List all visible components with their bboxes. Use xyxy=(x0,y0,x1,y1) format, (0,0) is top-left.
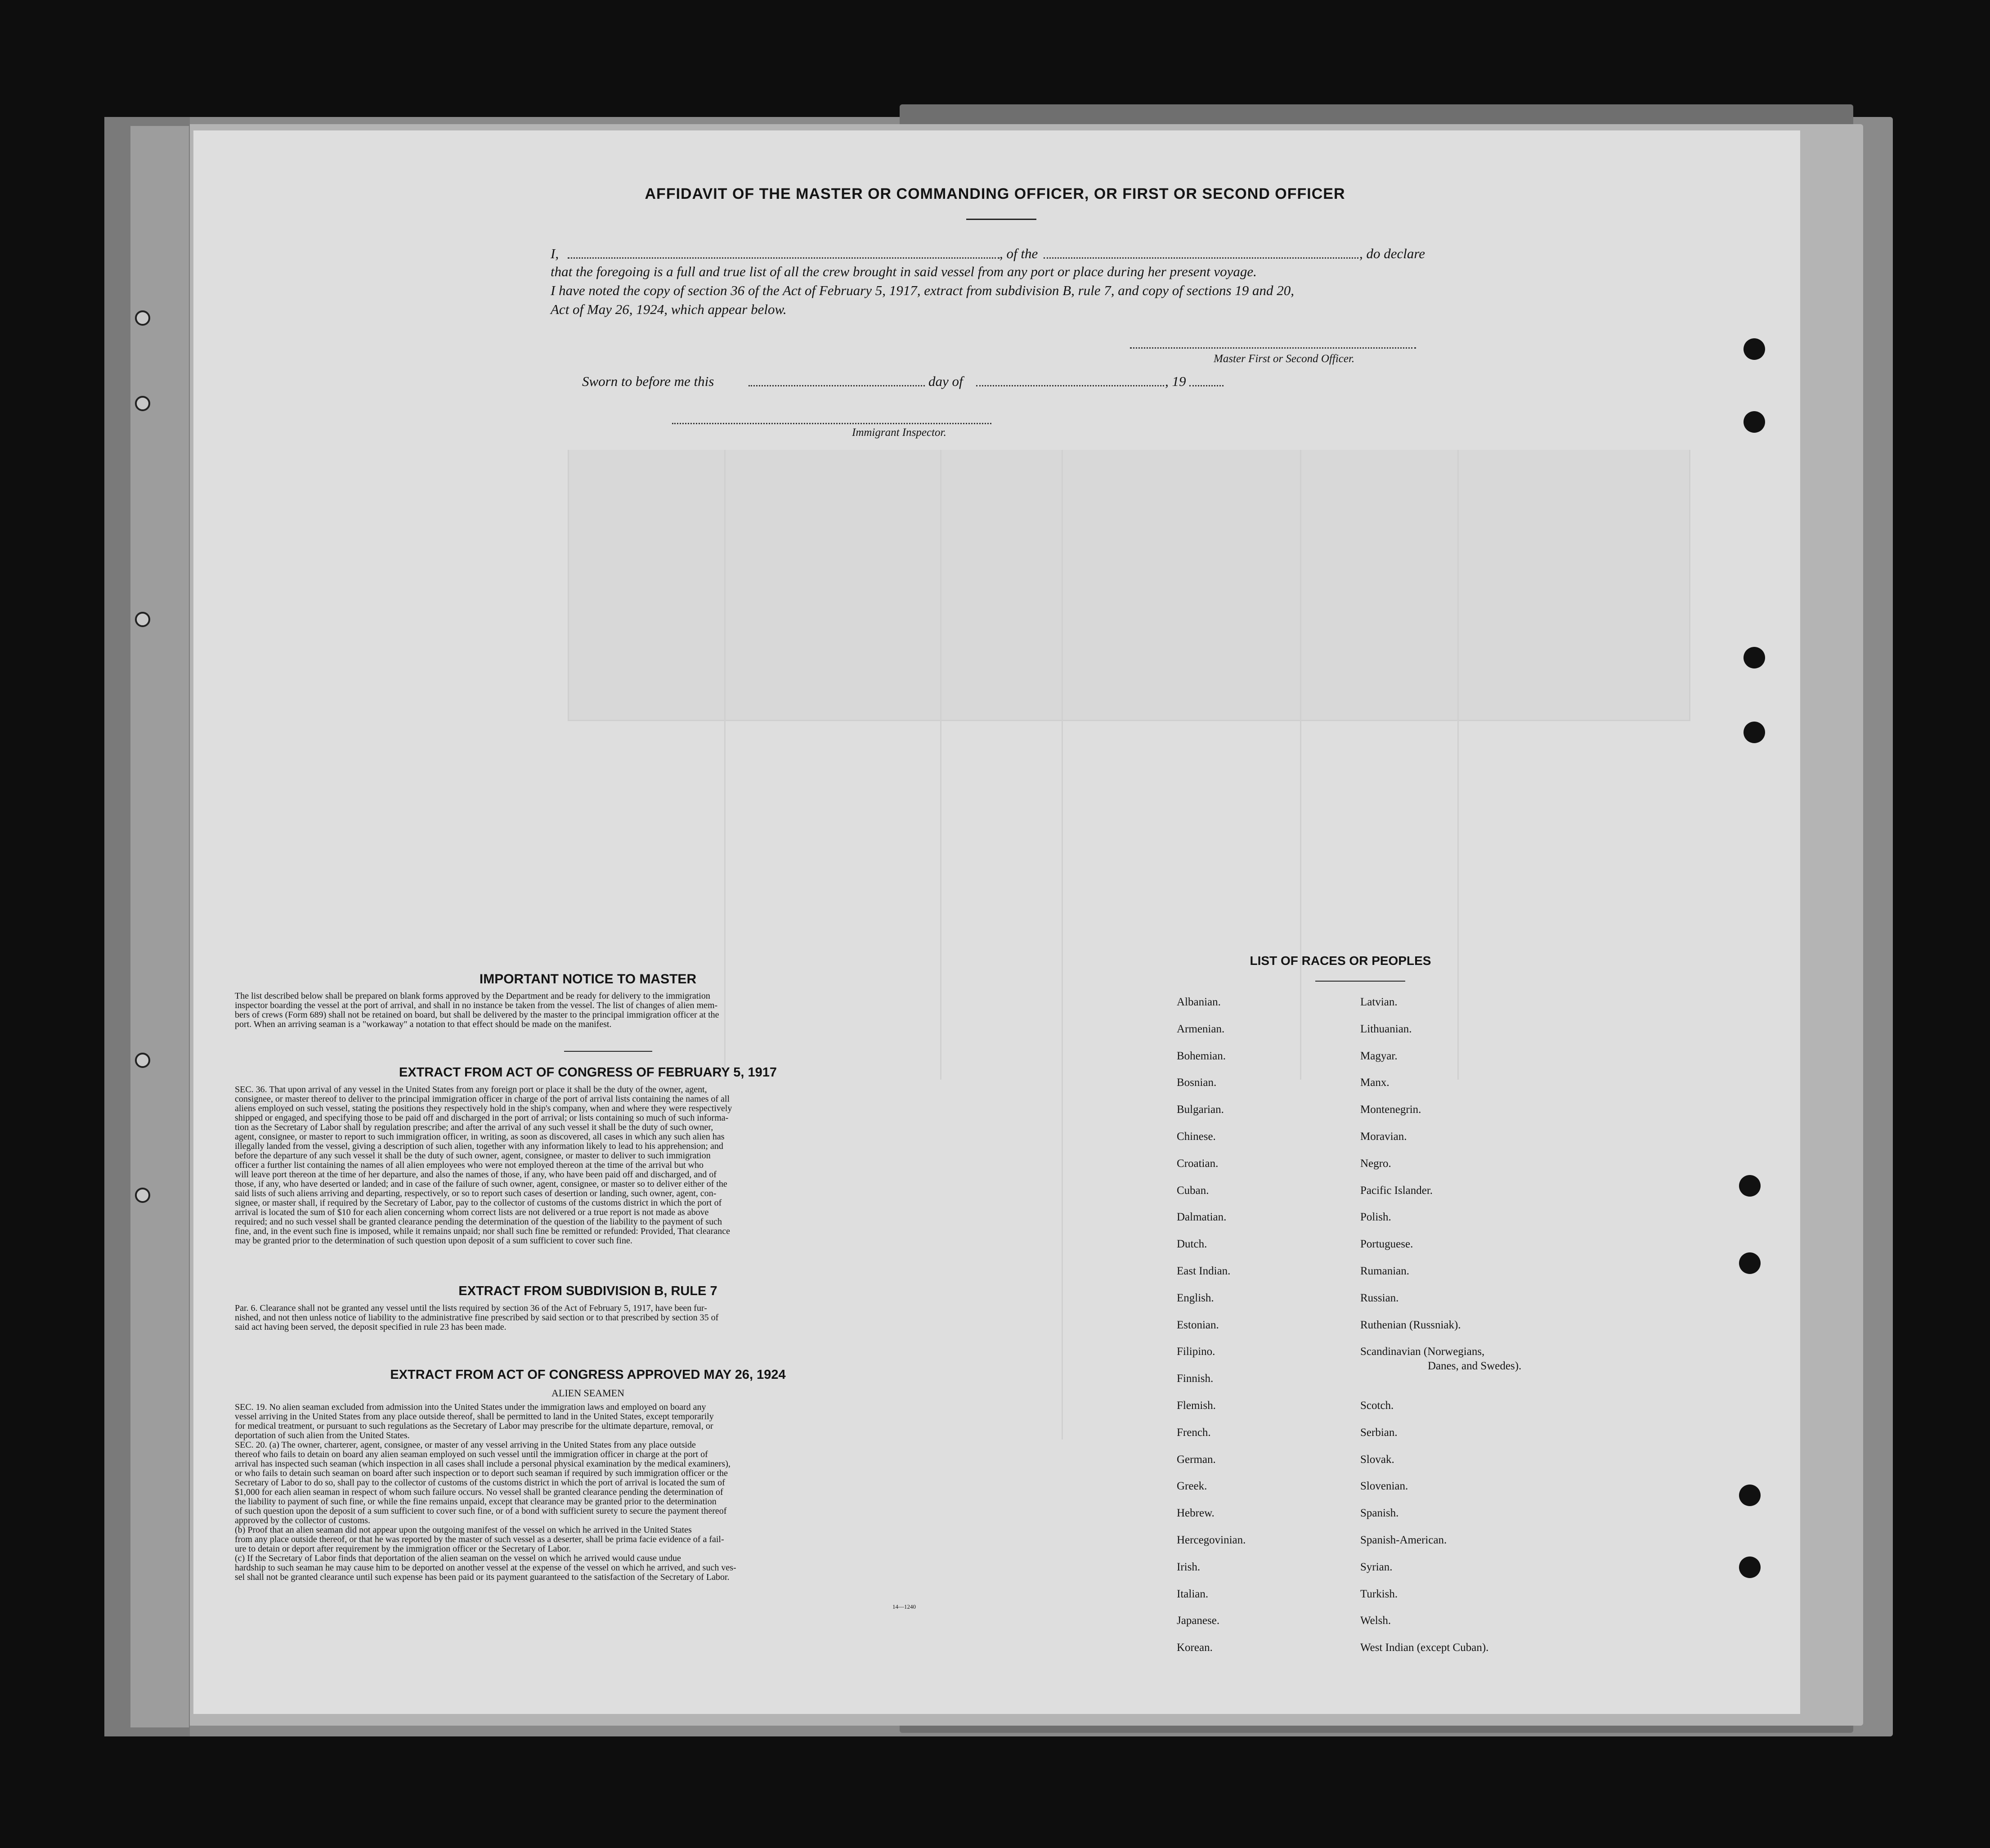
notice-title: IMPORTANT NOTICE TO MASTER xyxy=(479,972,697,987)
race-item: Moravian. xyxy=(1360,1130,1407,1143)
affidavit-line2: that the foregoing is a full and true list of all the crew brought in said vessel from any port or place during her present voyage. xyxy=(551,264,1257,279)
extract-1924-line: (c) If the Secretary of Labor finds that deportation of the alien seaman on the vessel on which he arrived would cause undue xyxy=(235,1554,681,1563)
race-item: Flemish. xyxy=(1177,1399,1216,1412)
race-item: Greek. xyxy=(1177,1480,1207,1493)
race-item: Pacific Islander. xyxy=(1360,1184,1433,1197)
race-item: Russian. xyxy=(1360,1292,1399,1304)
bleed-through-rule xyxy=(1457,450,1459,1080)
extract-1917-line: fine, and, in the event such fine is imposed, while it remains unpaid; nor shall such fine be remitted or refunded: Provided, That clearance xyxy=(235,1227,730,1236)
race-item: Portuguese. xyxy=(1360,1238,1413,1251)
affidavit-title: AFFIDAVIT OF THE MASTER OR COMMANDING OFFICER, OR FIRST OR SECOND OFFICER xyxy=(645,185,1345,202)
affidavit-i: I, xyxy=(551,246,559,261)
alien-seamen-subtitle: ALIEN SEAMEN xyxy=(551,1387,624,1399)
extract-1917-line: agent, consignee, or master to report to such immigration officer, in writing, as soon as discovered, all cases in which any such alien has xyxy=(235,1132,725,1142)
race-item: Spanish-American. xyxy=(1360,1534,1447,1546)
race-item: Bohemian. xyxy=(1177,1050,1226,1062)
race-item: Estonian. xyxy=(1177,1319,1219,1331)
extract-1917-line: may be granted prior to the determination of such question upon deposit of a sum sufficient to cover such fine. xyxy=(235,1236,632,1246)
extract-1924-line: ure to detain or deport after requirement by the immigration officer or the Secretary of Labor. xyxy=(235,1544,571,1554)
extract-1917-line: will leave port thereon at the time of her departure, and also the names of those, if any, who have been paid off and discharged, and of xyxy=(235,1170,717,1180)
extract-1917-line: SEC. 36. That upon arrival of any vessel in the United States from any foreign port or place it shall be the duty of the owner, agent, xyxy=(235,1085,707,1094)
race-item: Lithuanian. xyxy=(1360,1023,1412,1035)
section-rule xyxy=(564,1051,652,1052)
notice-line: bers of crews (Form 689) shall not be retained on board, but shall be delivered by the master to the principal immigration officer at the xyxy=(235,1010,719,1020)
extract-1917-line: aliens employed on such vessel, stating the positions they respectively hold in the ship's company, when and where they were respectively xyxy=(235,1104,732,1113)
punch-hole xyxy=(1739,1485,1761,1506)
race-item: Armenian. xyxy=(1177,1023,1225,1035)
bleed-through-rule xyxy=(1300,450,1301,1080)
race-item: Syrian. xyxy=(1360,1561,1393,1573)
race-item: Manx. xyxy=(1360,1077,1389,1089)
race-item: Cuban. xyxy=(1177,1184,1209,1197)
race-item: Welsh. xyxy=(1360,1615,1391,1627)
punch-hole xyxy=(1739,1556,1761,1578)
sworn-month-field[interactable] xyxy=(976,385,1164,386)
extract-1924-line: hardship to such seaman he may cause him to be deported on another vessel at the expense of the vessel on which he arrived, and such ves- xyxy=(235,1563,736,1573)
notice-line: The list described below shall be prepared on blank forms approved by the Department and be ready for delivery to the immigration xyxy=(235,991,710,1001)
extract-1917-line: signee, or master shall, if required by the Secretary of Labor, pay to the collector of customs of the customs district in which the port of xyxy=(235,1198,722,1208)
race-item: Scandinavian (Norwegians, xyxy=(1360,1346,1485,1358)
extract-1924-line: SEC. 19. No alien seaman excluded from admission into the United States under the immigration laws and employed on board any xyxy=(235,1403,706,1412)
race-item: West Indian (except Cuban). xyxy=(1360,1642,1489,1654)
race-item: Hebrew. xyxy=(1177,1507,1215,1520)
master-name-field[interactable] xyxy=(568,257,999,259)
race-item: Ruthenian (Russniak). xyxy=(1360,1319,1461,1331)
inspector-label: Immigrant Inspector. xyxy=(852,426,946,439)
extract-1924-line: or who fails to detain such seaman on board after such inspection or to deport such seaman if required by such immigration officer or the xyxy=(235,1469,728,1478)
rule7-body xyxy=(235,1304,941,1332)
race-item: Montenegrin. xyxy=(1360,1103,1421,1116)
race-item: Slovak. xyxy=(1360,1453,1394,1466)
race-item: Magyar. xyxy=(1360,1050,1398,1062)
race-item: Slovenian. xyxy=(1360,1480,1408,1493)
race-item: Hercegovinian. xyxy=(1177,1534,1246,1546)
race-item-continuation: Danes, and Swedes). xyxy=(1428,1360,1522,1373)
extract-1924-body xyxy=(235,1403,941,1582)
race-item: Dutch. xyxy=(1177,1238,1207,1251)
punch-hole xyxy=(1743,647,1765,668)
bleed-through-rule xyxy=(1062,450,1063,1440)
affidavit-declare: , do declare xyxy=(1359,246,1425,261)
extract-1924-line: arrival has inspected such seaman (which inspection in all cases shall include a personal physical examination by the medical examiners), xyxy=(235,1459,731,1469)
punch-hole xyxy=(1743,338,1765,360)
extract-1917-line: illegally landed from the vessel, giving a description of such alien, together with any information likely to lead to his apprehension; and xyxy=(235,1142,723,1151)
extract-1917-title: EXTRACT FROM ACT OF CONGRESS OF FEBRUARY 5, 1917 xyxy=(399,1065,777,1080)
race-item: Dalmatian. xyxy=(1177,1211,1227,1224)
race-item: Bulgarian. xyxy=(1177,1103,1224,1116)
bleed-through-table xyxy=(568,450,1690,721)
rule7-line: Par. 6. Clearance shall not be granted any vessel until the lists required by section 36 of the Act of February 5, 1917, have been fur- xyxy=(235,1304,707,1313)
race-item: Finnish. xyxy=(1177,1373,1214,1385)
rule7-line: said act having been served, the deposit specified in rule 23 has been made. xyxy=(235,1323,506,1332)
inspector-signature-line[interactable] xyxy=(672,423,991,424)
race-item: Serbian. xyxy=(1360,1426,1398,1439)
extract-1924-line: vessel arriving in the United States from any place outside thereof, shall be permitted to land in the United States, except temporarily xyxy=(235,1412,714,1422)
punch-hole xyxy=(1743,411,1765,433)
extract-1924-title: EXTRACT FROM ACT OF CONGRESS APPROVED MAY 26, 1924 xyxy=(390,1368,786,1382)
extract-1917-line: required; and no such vessel shall be granted clearance pending the determination of the question of the liability to the payment of such xyxy=(235,1217,722,1227)
notice-body xyxy=(235,991,941,1029)
binding-edge xyxy=(130,126,189,1727)
extract-1924-line: SEC. 20. (a) The owner, charterer, agent, consignee, or master of any vessel arriving in the United States from any place outside xyxy=(235,1440,696,1450)
extract-1924-line: of such question upon the deposit of a sum sufficient to cover such fine, or of a bond with sufficient surety to secure the payment thereof xyxy=(235,1507,727,1516)
notice-line: port. When an arriving seaman is a "workaway" a notation to that effect should be made on the manifest. xyxy=(235,1020,612,1029)
races-title: LIST OF RACES OR PEOPLES xyxy=(1250,954,1431,968)
extract-1924-line: approved by the collector of customs. xyxy=(235,1516,371,1525)
sworn-day-field[interactable] xyxy=(748,385,925,386)
race-item: Croatian. xyxy=(1177,1157,1219,1170)
extract-1924-line: Secretary of Labor to do so, shall pay to the collector of customs of the customs district in which the port of arrival is located the sum of xyxy=(235,1478,725,1488)
form-number: 14—1240 xyxy=(892,1603,916,1610)
race-item: French. xyxy=(1177,1426,1211,1439)
race-item: Irish. xyxy=(1177,1561,1201,1573)
race-item: Japanese. xyxy=(1177,1615,1220,1627)
extract-1924-line: sel shall not be granted clearance until such expense has been paid or its payment guaranteed to the satisfaction of the Secretary of Labor. xyxy=(235,1573,730,1582)
master-label: Master First or Second Officer. xyxy=(1214,353,1355,365)
notice-line: inspector boarding the vessel at the port of arrival, and shall in no instance be taken from the vessel. The list of changes of alien mem- xyxy=(235,1001,718,1010)
race-item: Latvian. xyxy=(1360,996,1398,1008)
race-item: Italian. xyxy=(1177,1588,1209,1600)
rule7-title: EXTRACT FROM SUBDIVISION B, RULE 7 xyxy=(458,1284,717,1298)
extract-1924-line: from any place outside thereof, or that he was reported by the master of such vessel as a deserter, shall be prima facie evidence of a fail- xyxy=(235,1535,724,1544)
extract-1924-line: for medical treatment, or pursuant to such regulations as the Secretary of Labor may prescribe for the ultimate departure, removal, or xyxy=(235,1422,713,1431)
extract-1917-line: arrival is located the sum of $10 for each alien concerning whom correct lists are not delivered or a true report is not made as above xyxy=(235,1208,709,1217)
binding-hole xyxy=(135,396,150,411)
race-item: English. xyxy=(1177,1292,1214,1304)
extract-1917-line: officer a further list containing the names of all alien employees who were not employed thereon at the time of the arrival but who xyxy=(235,1161,704,1170)
extract-1924-line: the liability to payment of such fine, or while the fine remains unpaid, except that clearance may be granted prior to the determination xyxy=(235,1497,717,1507)
binding-hole xyxy=(135,310,150,326)
extract-1917-body xyxy=(235,1085,941,1246)
race-item: Turkish. xyxy=(1360,1588,1398,1600)
extract-1917-line: said lists of such aliens arriving and departing, respectively, or so to report such cases of desertion or landing, such owner, agent, con- xyxy=(235,1189,717,1198)
extract-1917-line: those, if any, who have deserted or landed; and in case of the failure of such owner, agent, consignee, or master so to deliver either of the xyxy=(235,1180,727,1189)
race-item: Albanian. xyxy=(1177,996,1221,1008)
sworn-year-field[interactable] xyxy=(1189,385,1224,386)
extract-1917-line: before the departure of any such vessel it shall be the duty of such owner, agent, consignee, or master to deliver to such immigration xyxy=(235,1151,711,1161)
sworn-day-of: day of xyxy=(928,373,963,389)
race-item: Bosnian. xyxy=(1177,1077,1217,1089)
vessel-name-field[interactable] xyxy=(1044,257,1358,259)
master-signature-line[interactable] xyxy=(1130,347,1416,349)
punch-hole xyxy=(1739,1175,1761,1197)
race-item: Chinese. xyxy=(1177,1130,1216,1143)
race-item: German. xyxy=(1177,1453,1216,1466)
race-item: Korean. xyxy=(1177,1642,1213,1654)
race-item: Negro. xyxy=(1360,1157,1391,1170)
affidavit-line3: I have noted the copy of section 36 of the Act of February 5, 1917, extract from subdivision B, rule 7, and copy of sections 19 and 20, xyxy=(551,283,1295,298)
extract-1917-line: tion as the Secretary of Labor shall by regulation prescribe; and after the arrival of any such vessel it shall be the duty of such owner, xyxy=(235,1123,713,1132)
binding-hole xyxy=(135,1053,150,1068)
race-item: Scotch. xyxy=(1360,1399,1394,1412)
affidavit-line4: Act of May 26, 1924, which appear below. xyxy=(551,301,787,317)
extract-1924-line: $1,000 for each alien seaman in respect of whom such failure occurs. No vessel shall be granted clearance pending the determination of xyxy=(235,1488,723,1497)
extract-1924-line: thereof who fails to detain on board any alien seaman employed on such vessel until the immigration officer in charge at the port of xyxy=(235,1450,708,1459)
binding-hole xyxy=(135,612,150,627)
extract-1924-line: deportation of such alien from the United States. xyxy=(235,1431,410,1440)
race-item: East Indian. xyxy=(1177,1265,1231,1277)
extract-1924-line: (b) Proof that an alien seaman did not appear upon the outgoing manifest of the vessel on which he arrived in the United States xyxy=(235,1525,692,1535)
extract-1917-line: shipped or engaged, and specifying those to be paid off and discharged in the port of arrival; or lists containing so much of such informa- xyxy=(235,1113,729,1123)
punch-hole xyxy=(1739,1252,1761,1274)
extract-1917-line: consignee, or master thereof to deliver to the principal immigration officer in charge of the port of arrival lists containing the names of all xyxy=(235,1094,730,1104)
race-item: Filipino. xyxy=(1177,1346,1215,1358)
binding-hole xyxy=(135,1188,150,1203)
affidavit-of-the: , of the xyxy=(999,246,1038,261)
rule7-line: nished, and not then unless notice of liability to the administrative fine prescribed by said section or to that prescribed by section 35 of xyxy=(235,1313,719,1323)
sworn-prefix: Sworn to before me this xyxy=(582,373,714,389)
race-item: Spanish. xyxy=(1360,1507,1399,1520)
race-item: Rumanian. xyxy=(1360,1265,1410,1277)
title-rule xyxy=(966,219,1036,220)
races-rule xyxy=(1315,981,1405,982)
race-item: Polish. xyxy=(1360,1211,1391,1224)
punch-hole xyxy=(1743,722,1765,743)
sworn-year: , 19 xyxy=(1165,373,1186,389)
